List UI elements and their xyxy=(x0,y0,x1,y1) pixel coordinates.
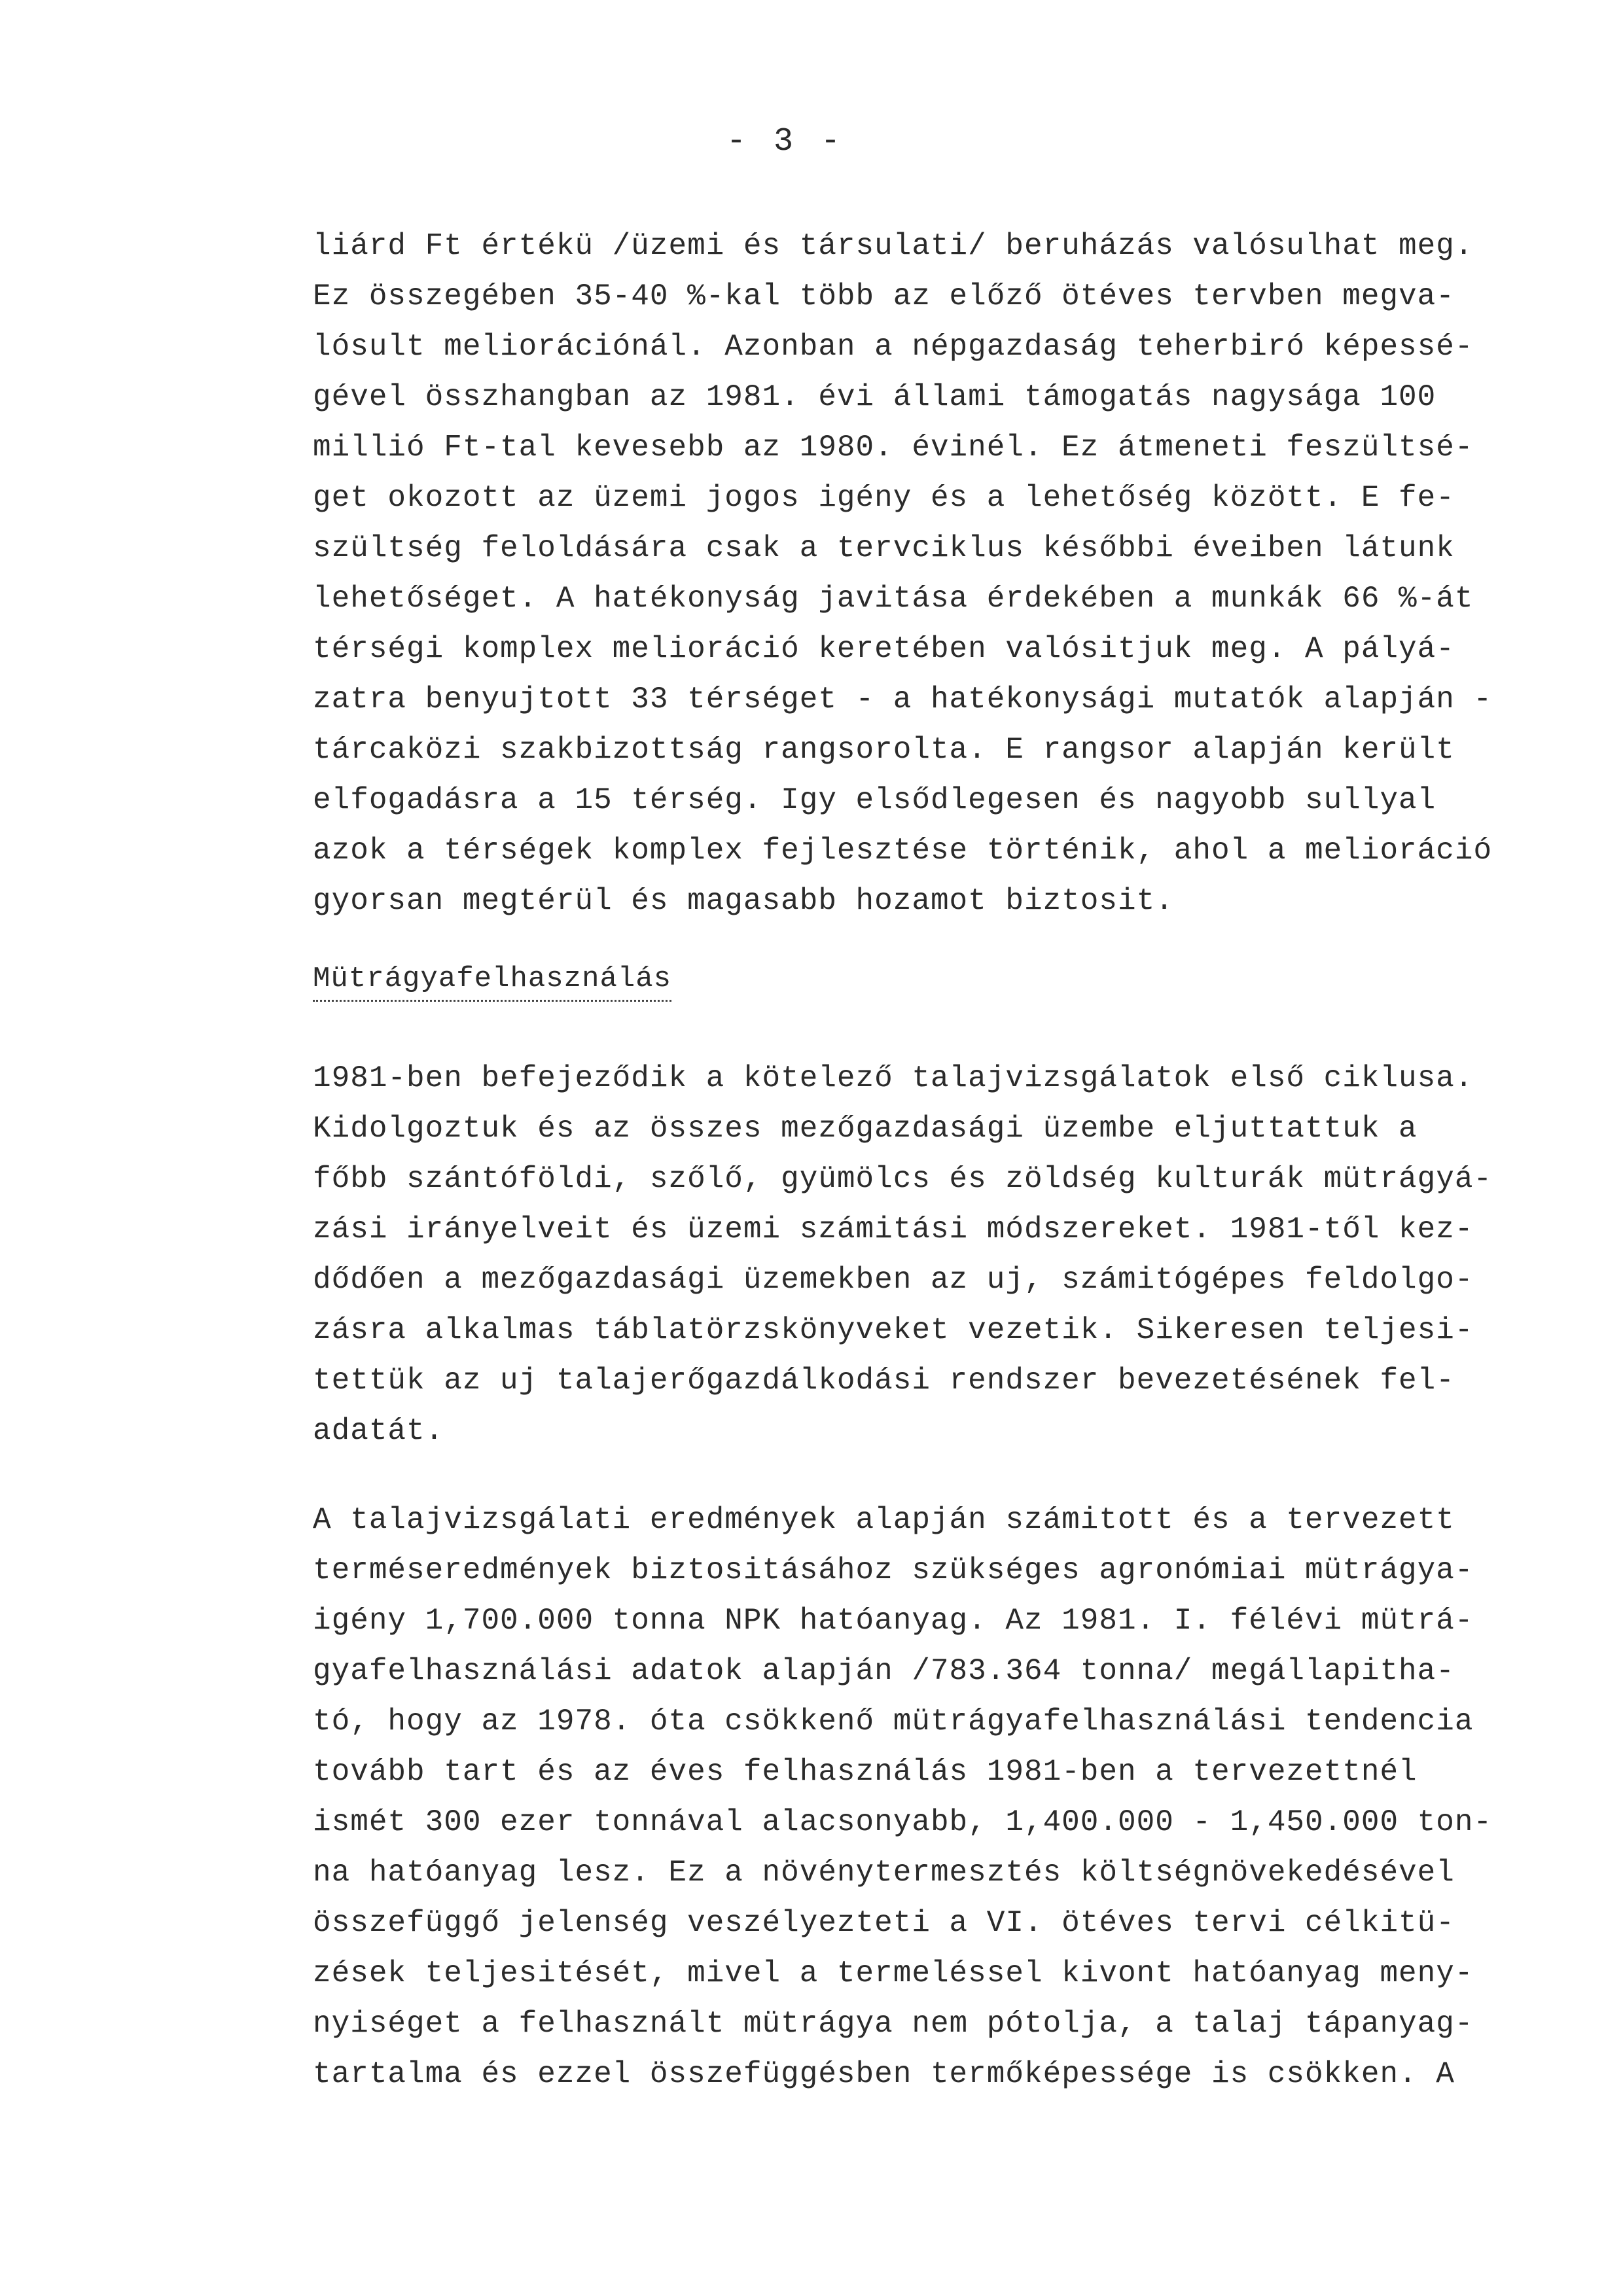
text-line: zatra benyujtott 33 térséget - a hatékonysági mutatók alapján - xyxy=(313,682,1493,716)
paragraph-talajvizsgalat xyxy=(313,1053,1530,1457)
paragraph-mutragya-igeny xyxy=(313,1495,1530,2100)
text-line: terméseredmények biztositásához szükséges agronómiai mütrágya- xyxy=(313,1553,1474,1587)
text-line: gével összhangban az 1981. évi állami támogatás nagysága 100 xyxy=(313,380,1436,414)
text-line: ismét 300 ezer tonnával alacsonyabb, 1,400.000 - 1,450.000 ton- xyxy=(313,1805,1493,1839)
text-line: Ez összegében 35-40 %-kal több az előző ötéves tervben megva- xyxy=(313,279,1455,313)
text-line: Kidolgoztuk és az összes mezőgazdasági üzembe eljuttattuk a xyxy=(313,1112,1418,1146)
text-line: térségi komplex melioráció keretében valósitjuk meg. A pályá- xyxy=(313,632,1455,666)
text-line: főbb szántóföldi, szőlő, gyümölcs és zöldség kulturák mütrágyá- xyxy=(313,1162,1493,1196)
text-line: dődően a mezőgazdasági üzemekben az uj, számitógépes feldolgo- xyxy=(313,1263,1474,1297)
text-line: gyorsan megtérül és magasabb hozamot biztosit. xyxy=(313,884,1174,918)
text-line: zási irányelveit és üzemi számitási módszereket. 1981-től kez- xyxy=(313,1212,1474,1246)
text-line: tartalma és ezzel összefüggésben termőképessége is csökken. A xyxy=(313,2057,1455,2091)
text-line: tó, hogy az 1978. óta csökkenő mütrágyafelhasználási tendencia xyxy=(313,1704,1474,1739)
text-line: tettük az uj talajerőgazdálkodási rendszer bevezetésének fel- xyxy=(313,1364,1455,1398)
text-line: lósult meliorációnál. Azonban a népgazdaság teherbiró képessé- xyxy=(313,330,1474,364)
text-line: na hatóanyag lesz. Ez a növénytermesztés költségnövekedésével xyxy=(313,1856,1455,1890)
section-heading: Mütrágyafelhasználás xyxy=(313,959,671,1002)
text-line: lehetőséget. A hatékonyság javitása érdekében a munkák 66 %-át xyxy=(313,582,1474,616)
text-line: elfogadásra a 15 térség. Igy elsődlegesen és nagyobb sullyal xyxy=(313,783,1436,817)
text-line: összefüggő jelenség veszélyezteti a VI. ötéves tervi célkitü- xyxy=(313,1906,1455,1940)
text-line: gyafelhasználási adatok alapján /783.364 tonna/ megállapitha- xyxy=(313,1654,1455,1688)
text-line: tovább tart és az éves felhasználás 1981-ben a tervezettnél xyxy=(313,1755,1418,1789)
text-line: azok a térségek komplex fejlesztése történik, ahol a melioráció xyxy=(313,834,1493,868)
text-line: liárd Ft értékü /üzemi és társulati/ beruházás valósulhat meg. xyxy=(313,229,1474,263)
page-number: - 3 - xyxy=(726,123,845,160)
text-line: igény 1,700.000 tonna NPK hatóanyag. Az 1981. I. félévi mütrá- xyxy=(313,1604,1474,1638)
text-line: szültség feloldására csak a tervciklus későbbi éveiben látunk xyxy=(313,531,1455,565)
text-line: get okozott az üzemi jogos igény és a lehetőség között. E fe- xyxy=(313,481,1455,515)
text-line: zásra alkalmas táblatörzskönyveket vezetik. Sikeresen teljesi- xyxy=(313,1313,1474,1347)
text-line: 1981-ben befejeződik a kötelező talajvizsgálatok első ciklusa. xyxy=(313,1061,1474,1095)
text-line: zések teljesitését, mivel a termeléssel kivont hatóanyag meny- xyxy=(313,1956,1474,1990)
text-line: A talajvizsgálati eredmények alapján számitott és a tervezett xyxy=(313,1503,1455,1537)
text-line: tárcaközi szakbizottság rangsorolta. E rangsor alapján került xyxy=(313,733,1455,767)
text-line: millió Ft-tal kevesebb az 1980. évinél. Ez átmeneti feszültsé- xyxy=(313,431,1474,465)
text-line: nyiséget a felhasznált mütrágya nem pótolja, a talaj tápanyag- xyxy=(313,2007,1474,2041)
text-line: adatát. xyxy=(313,1414,444,1448)
paragraph-melioracio xyxy=(313,221,1530,927)
